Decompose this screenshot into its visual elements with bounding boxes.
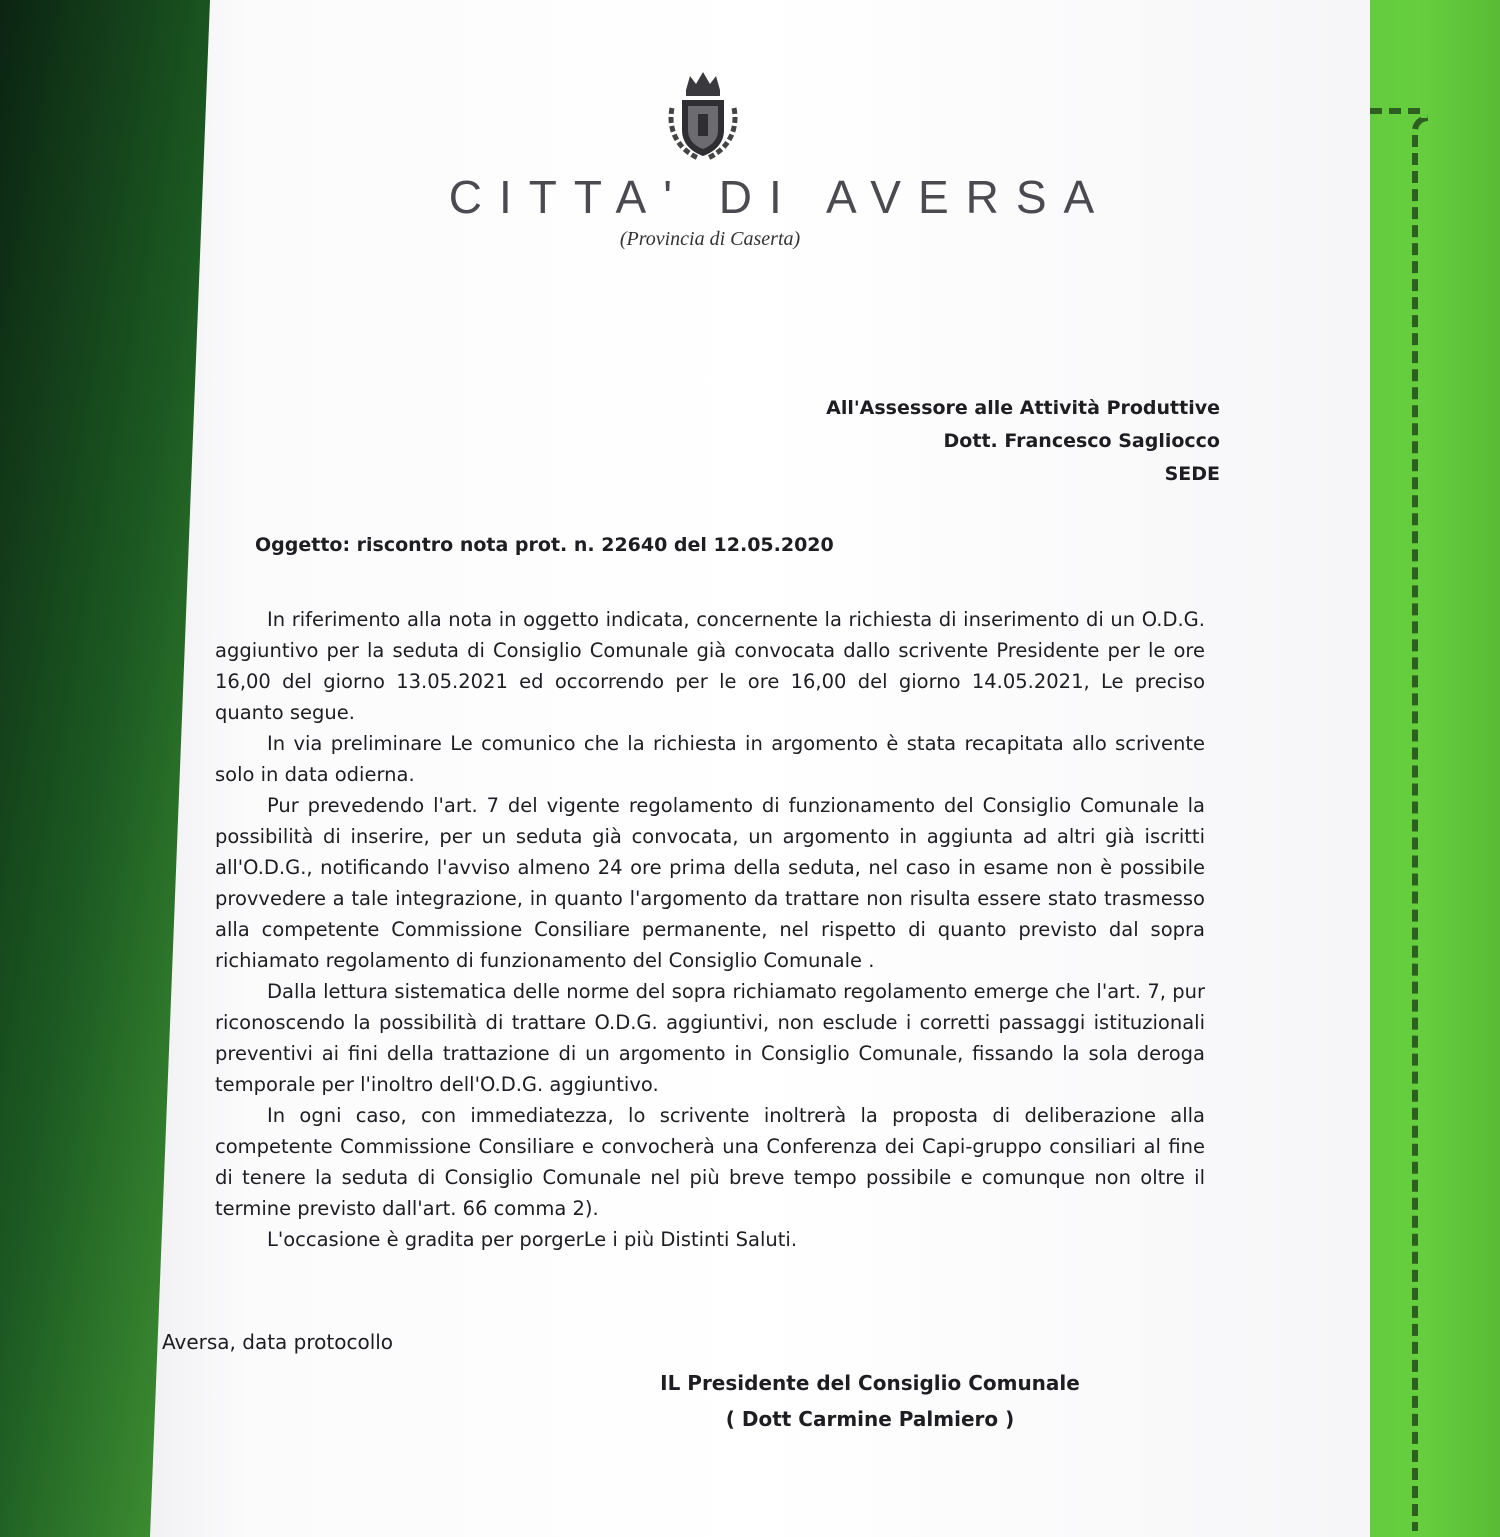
folder-stitching-top [1370,108,1420,114]
recipient-role: All'Assessore alle Attività Produttive [826,397,1220,419]
city-name-heading: CITTA' DI AVERSA [448,171,1112,223]
signatory-title: IL Presidente del Consiglio Comunale [660,1371,1080,1395]
recipient-block [620,392,1220,491]
body-paragraph: Pur prevedendo l'art. 7 del vigente regolamento di funzionamento del Consiglio Comunale la possibilità di inserire, per un seduta già convocata, un argomento in aggiunta ad altri già iscritti all'O.D.G., notificando l'avviso almeno 24 ore prima della seduta, nel caso in esame non è possibile provvedere a tale integrazione, in quanto l'argomento da trattare non risulta essere stato trasmesso alla competente Commissione Consiliare permanente, nel rispetto di quanto previsto dal sopra richiamato regolamento di funzionamento del Consiglio Comunale . [215,794,1205,972]
signatory-name: ( Dott Carmine Palmiero ) [725,1407,1015,1431]
city-crest-icon [658,68,748,163]
closing-paragraph: L'occasione è gradita per porgerLe i più Distinti Saluti. [267,1228,798,1251]
body-paragraph: Dalla lettura sistematica delle norme del sopra richiamato regolamento emerge che l'art. 7, pur riconoscendo la possibilità di trattare O.D.G. aggiuntivi, non esclude i corretti passaggi istituzionali preventivi ai fini della trattazione di un argomento in Consiglio Comunale, fissando la sola deroga temporale per l'inoltro dell'O.D.G. aggiuntivo. [215,980,1205,1096]
place-date: Aversa, data protocollo [162,1330,394,1354]
recipient-location: SEDE [1164,463,1220,485]
body-paragraph: In riferimento alla nota in oggetto indicata, concernente la richiesta di inserimento di un O.D.G. aggiuntivo per la seduta di Consiglio Comunale già convocata dallo scrivente Presidente per le ore 16,00 del giorno 13.05.2021 ed occorrendo per le ore 16,00 del giorno 14.05.2021, Le preciso quanto segue. [215,608,1205,724]
body-paragraph: In via preliminare Le comunico che la richiesta in argomento è stata recapitata allo scrivente solo in data odierna. [215,732,1205,786]
folder-stitching [1412,115,1428,1531]
subject-line: Oggetto: riscontro nota prot. n. 22640 del 12.05.2020 [255,534,834,556]
letter-content [162,0,1220,1537]
recipient-name: Dott. Francesco Sagliocco [943,430,1220,452]
letter-body [215,604,1205,1255]
body-paragraph: In ogni caso, con immediatezza, lo scrivente inoltrerà la proposta di deliberazione alla competente Commissione Consiliare e convocherà una Conferenza dei Capi-gruppo consiliari al fine di tenere la seduta di Consiglio Comunale nel più breve tempo possibile e comunque non oltre il termine previsto dall'art. 66 comma 2). [215,1104,1205,1220]
signature-block [660,1365,1080,1437]
province-subtitle: (Provincia di Caserta) [619,228,801,250]
